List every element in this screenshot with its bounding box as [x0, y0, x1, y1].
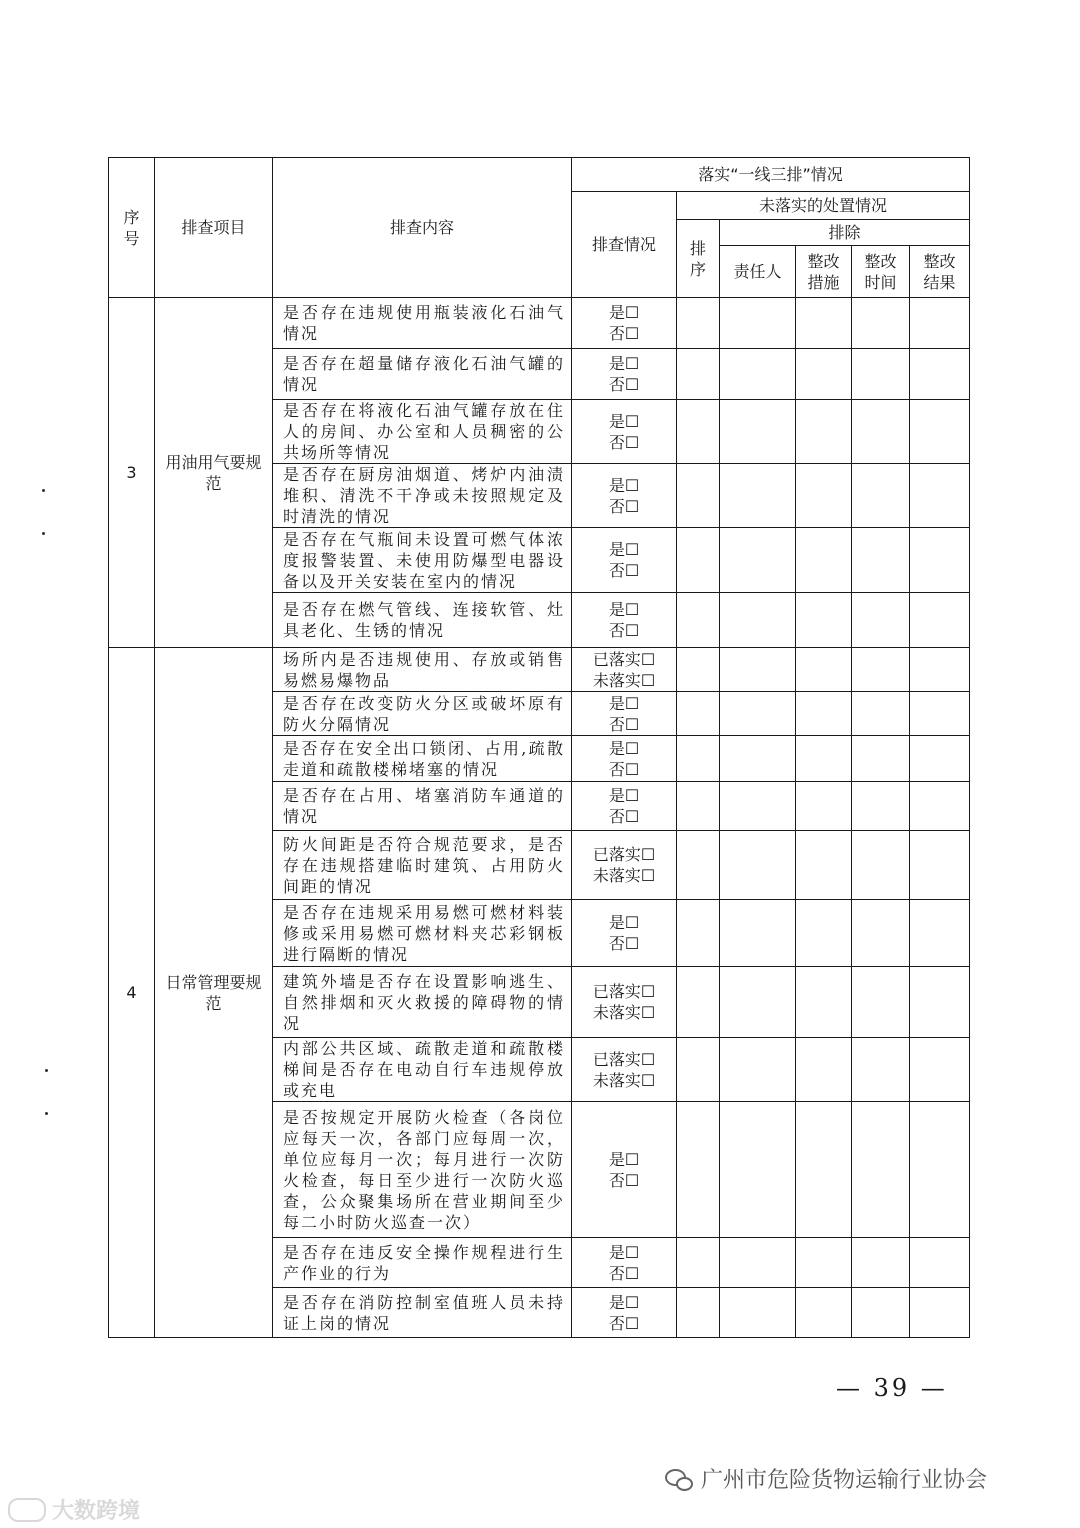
time-cell[interactable] [852, 782, 910, 831]
result-cell[interactable] [910, 648, 970, 692]
order-cell[interactable] [677, 692, 720, 736]
status-option-no[interactable]: 否☐ [608, 807, 640, 826]
time-cell[interactable] [852, 593, 910, 648]
check-item-text: 是否存在消防控制室值班人员未持证上岗的情况 [273, 1288, 572, 1338]
check-item-text: 是否存在厨房油烟道、烤炉内油渍堆积、清洗不干净或未按照规定及时清洗的情况 [273, 464, 572, 528]
check-status-options[interactable] [572, 464, 677, 528]
margin-dot [45, 1069, 48, 1072]
inspection-table [108, 157, 970, 1338]
check-status-options[interactable] [572, 831, 677, 900]
check-item-text: 是否存在超量储存液化石油气罐的情况 [273, 349, 572, 400]
status-option-no[interactable]: 否☐ [608, 1263, 640, 1283]
status-option-no[interactable]: 未落实☐ [592, 1003, 656, 1022]
section-category [155, 648, 273, 1338]
order-cell[interactable] [677, 1038, 720, 1102]
check-item-text: 是否存在气瓶间未设置可燃气体浓度报警装置、未使用防爆型电器设备以及开关安装在室内的情况 [273, 528, 572, 593]
order-cell[interactable] [677, 349, 720, 400]
responsible-cell[interactable] [720, 831, 796, 900]
measures-cell[interactable] [796, 349, 852, 400]
result-cell[interactable] [910, 400, 970, 464]
result-cell[interactable] [910, 967, 970, 1038]
result-cell[interactable] [910, 1238, 970, 1288]
measures-cell[interactable] [796, 464, 852, 528]
header-measures-text: 整改措施 [807, 251, 840, 292]
measures-cell[interactable] [796, 298, 852, 349]
measures-cell[interactable] [796, 1102, 852, 1238]
order-cell[interactable] [677, 528, 720, 593]
header-eliminate: 排除 [720, 220, 970, 246]
check-status-options[interactable] [572, 1238, 677, 1288]
check-item-text: 内部公共区域、疏散走道和疏散楼梯间是否存在电动自行车违规停放或充电 [273, 1038, 572, 1102]
page-number: — 39 — [836, 1374, 948, 1402]
check-item-text: 是否存在改变防火分区或破坏原有防火分隔情况 [273, 692, 572, 736]
order-cell[interactable] [677, 464, 720, 528]
measures-cell[interactable] [796, 692, 852, 736]
status-option-no[interactable]: 否☐ [608, 621, 640, 640]
check-status-options[interactable] [572, 692, 677, 736]
status-option-yes[interactable]: 是☐ [608, 1242, 640, 1262]
status-option-yes[interactable]: 是☐ [608, 411, 640, 431]
responsible-cell[interactable] [720, 528, 796, 593]
header-measures [796, 246, 852, 298]
check-status-options[interactable] [572, 349, 677, 400]
time-cell[interactable] [852, 1238, 910, 1288]
status-option-yes[interactable]: 已落实☐ [592, 1049, 656, 1069]
order-cell[interactable] [677, 400, 720, 464]
header-check-status: 排查情况 [572, 192, 677, 298]
responsible-cell[interactable] [720, 593, 796, 648]
table-row [109, 298, 970, 349]
check-item-text: 防火间距是否符合规范要求，是否存在违规搭建临时建筑、占用防火间距的情况 [273, 831, 572, 900]
header-time [852, 246, 910, 298]
check-status-options[interactable] [572, 593, 677, 648]
order-cell[interactable] [677, 593, 720, 648]
measures-cell[interactable] [796, 528, 852, 593]
result-cell[interactable] [910, 900, 970, 967]
measures-cell[interactable] [796, 593, 852, 648]
responsible-cell[interactable] [720, 1102, 796, 1238]
check-item-text: 是否存在燃气管线、连接软管、灶具老化、生锈的情况 [273, 593, 572, 648]
measures-cell[interactable] [796, 782, 852, 831]
status-option-yes[interactable]: 是☐ [608, 738, 640, 758]
order-cell[interactable] [677, 1102, 720, 1238]
margin-dot [42, 489, 45, 492]
header-result [910, 246, 970, 298]
result-cell[interactable] [910, 593, 970, 648]
responsible-cell[interactable] [720, 400, 796, 464]
status-option-no[interactable]: 否☐ [608, 714, 640, 734]
check-item-text: 是否存在安全出口锁闭、占用,疏散走道和疏散楼梯堵塞的情况 [273, 736, 572, 782]
order-cell[interactable] [677, 1288, 720, 1338]
watermark [8, 1494, 140, 1525]
responsible-cell[interactable] [720, 298, 796, 349]
table-body [109, 298, 970, 1338]
measures-cell[interactable] [796, 648, 852, 692]
measures-cell[interactable] [796, 1238, 852, 1288]
responsible-cell[interactable] [720, 1238, 796, 1288]
order-cell[interactable] [677, 831, 720, 900]
time-cell[interactable] [852, 400, 910, 464]
responsible-cell[interactable] [720, 736, 796, 782]
responsible-cell[interactable] [720, 349, 796, 400]
section-category-text: 用油用气要规范 [165, 452, 262, 493]
status-option-yes[interactable]: 是☐ [608, 354, 640, 373]
time-cell[interactable] [852, 464, 910, 528]
header-responsible: 责任人 [720, 246, 796, 298]
responsible-cell[interactable] [720, 1288, 796, 1338]
time-cell[interactable] [852, 648, 910, 692]
responsible-cell[interactable] [720, 900, 796, 967]
status-option-no[interactable]: 否☐ [608, 1170, 640, 1190]
responsible-cell[interactable] [720, 782, 796, 831]
result-cell[interactable] [910, 298, 970, 349]
status-option-yes[interactable]: 是☐ [608, 475, 640, 495]
status-option-no[interactable]: 未落实☐ [592, 866, 656, 885]
time-cell[interactable] [852, 528, 910, 593]
status-option-yes[interactable]: 是☐ [608, 600, 640, 619]
responsible-cell[interactable] [720, 1038, 796, 1102]
section-seq: 4 [109, 648, 155, 1338]
margin-dot [42, 532, 45, 535]
time-cell[interactable] [852, 900, 910, 967]
check-item-text: 是否存在违规使用瓶装液化石油气情况 [273, 298, 572, 349]
check-status-options[interactable] [572, 1288, 677, 1338]
time-cell[interactable] [852, 967, 910, 1038]
measures-cell[interactable] [796, 831, 852, 900]
order-cell[interactable] [677, 1238, 720, 1288]
measures-cell[interactable] [796, 900, 852, 967]
status-option-yes[interactable]: 已落实☐ [592, 845, 656, 864]
section-category-text: 日常管理要规范 [165, 972, 262, 1013]
result-cell[interactable] [910, 528, 970, 593]
status-option-yes[interactable]: 是☐ [608, 1292, 640, 1312]
wechat-icon [665, 1467, 695, 1491]
order-cell[interactable] [677, 298, 720, 349]
header-implementation: 落实“一线三排”情况 [572, 158, 970, 192]
header-content: 排查内容 [273, 158, 572, 298]
header-result-text: 整改结果 [923, 251, 956, 292]
result-cell[interactable] [910, 464, 970, 528]
time-cell[interactable] [852, 1102, 910, 1238]
section-seq: 3 [109, 298, 155, 648]
result-cell[interactable] [910, 736, 970, 782]
check-status-options[interactable] [572, 528, 677, 593]
result-cell[interactable] [910, 831, 970, 900]
table-row [109, 648, 970, 692]
check-status-options[interactable] [572, 782, 677, 831]
check-item-text: 是否按规定开展防火检查（各岗位应每天一次，各部门应每周一次，单位应每月一次；每月进行一次防火检查，每日至少进行一次防火巡查，公众聚集场所在营业期间至少每二小时防火巡查一次） [273, 1102, 572, 1238]
check-status-options[interactable] [572, 1038, 677, 1102]
header-category: 排查项目 [155, 158, 273, 298]
footer-org [665, 1463, 987, 1494]
time-cell[interactable] [852, 298, 910, 349]
status-option-no[interactable]: 否☐ [608, 496, 640, 516]
header-order-text: 排序 [689, 238, 706, 279]
result-cell[interactable] [910, 782, 970, 831]
check-item-text: 建筑外墙是否存在设置影响逃生、自然排烟和灭火救援的障碍物的情况 [273, 967, 572, 1038]
status-option-no[interactable]: 否☐ [608, 432, 640, 452]
measures-cell[interactable] [796, 1038, 852, 1102]
check-status-options[interactable] [572, 400, 677, 464]
responsible-cell[interactable] [720, 692, 796, 736]
status-option-yes[interactable]: 是☐ [608, 303, 640, 322]
time-cell[interactable] [852, 1038, 910, 1102]
status-option-yes[interactable]: 是☐ [608, 1149, 640, 1169]
check-item-text: 是否存在占用、堵塞消防车通道的情况 [273, 782, 572, 831]
check-item-text: 场所内是否违规使用、存放或销售易燃易爆物品 [273, 648, 572, 692]
header-seq [109, 158, 155, 298]
check-status-options[interactable] [572, 1102, 677, 1238]
status-option-no[interactable]: 未落实☐ [592, 1070, 656, 1090]
watermark-logo-icon [8, 1498, 46, 1522]
result-cell[interactable] [910, 349, 970, 400]
measures-cell[interactable] [796, 400, 852, 464]
order-cell[interactable] [677, 900, 720, 967]
status-option-yes[interactable]: 是☐ [608, 540, 640, 559]
status-option-no[interactable]: 否☐ [608, 934, 640, 953]
status-option-yes[interactable]: 已落实☐ [592, 982, 656, 1001]
status-option-no[interactable]: 否☐ [608, 759, 640, 779]
status-option-yes[interactable]: 是☐ [608, 693, 640, 713]
order-cell[interactable] [677, 648, 720, 692]
responsible-cell[interactable] [720, 648, 796, 692]
responsible-cell[interactable] [720, 464, 796, 528]
responsible-cell[interactable] [720, 967, 796, 1038]
time-cell[interactable] [852, 736, 910, 782]
check-item-text: 是否存在违反安全操作规程进行生产作业的行为 [273, 1238, 572, 1288]
status-option-yes[interactable]: 是☐ [608, 913, 640, 932]
check-item-text: 是否存在违规采用易燃可燃材料装修或采用易燃可燃材料夹芯彩钢板进行隔断的情况 [273, 900, 572, 967]
status-option-yes[interactable]: 已落实☐ [592, 649, 656, 669]
result-cell[interactable] [910, 1038, 970, 1102]
result-cell[interactable] [910, 1288, 970, 1338]
check-status-options[interactable] [572, 736, 677, 782]
measures-cell[interactable] [796, 967, 852, 1038]
check-status-options[interactable] [572, 648, 677, 692]
time-cell[interactable] [852, 1288, 910, 1338]
result-cell[interactable] [910, 692, 970, 736]
status-option-no[interactable]: 否☐ [608, 1313, 640, 1333]
watermark-text: 大数跨境 [52, 1499, 141, 1524]
order-cell[interactable] [677, 782, 720, 831]
result-cell[interactable] [910, 1102, 970, 1238]
time-cell[interactable] [852, 692, 910, 736]
status-option-no[interactable]: 否☐ [608, 375, 640, 394]
order-cell[interactable] [677, 736, 720, 782]
check-item-text: 是否存在将液化石油气罐存放在住人的房间、办公室和人员稠密的公共场所等情况 [273, 400, 572, 464]
time-cell[interactable] [852, 349, 910, 400]
time-cell[interactable] [852, 831, 910, 900]
order-cell[interactable] [677, 967, 720, 1038]
check-status-options[interactable] [572, 900, 677, 967]
margin-dot [45, 1112, 48, 1115]
status-option-no[interactable]: 否☐ [608, 324, 640, 343]
status-option-no[interactable]: 未落实☐ [592, 670, 656, 690]
section-category [155, 298, 273, 648]
status-option-yes[interactable]: 是☐ [608, 786, 640, 805]
check-status-options[interactable] [572, 298, 677, 349]
measures-cell[interactable] [796, 1288, 852, 1338]
status-option-no[interactable]: 否☐ [608, 561, 640, 580]
header-seq-text: 序号 [123, 207, 140, 248]
check-status-options[interactable] [572, 967, 677, 1038]
measures-cell[interactable] [796, 736, 852, 782]
header-order [677, 220, 720, 298]
header-unimplemented: 未落实的处置情况 [677, 192, 970, 220]
footer-org-text: 广州市危险货物运输行业协会 [701, 1468, 988, 1493]
header-time-text: 整改时间 [864, 251, 897, 292]
